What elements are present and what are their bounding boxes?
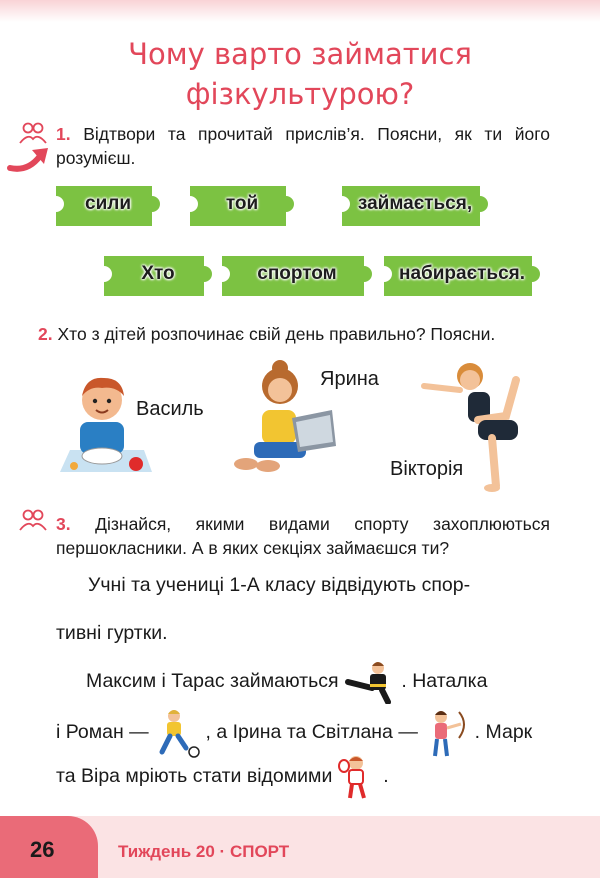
text-segment: . Марк bbox=[474, 721, 533, 744]
puzzle-word: набирається. bbox=[398, 263, 526, 284]
week-label: Тиждень 20 · СПОРТ bbox=[118, 842, 290, 861]
tennis-kid-icon bbox=[338, 754, 378, 800]
puzzle-piece-nabyraietsia[interactable] bbox=[384, 252, 540, 296]
top-band bbox=[0, 0, 600, 22]
puzzle-word: спортом bbox=[257, 263, 337, 284]
paragraph-line: Учні та учениці 1-А класу відвідують спор- bbox=[88, 574, 471, 596]
pair-work-icon bbox=[18, 508, 48, 532]
page-title bbox=[0, 34, 600, 114]
arrow-icon bbox=[6, 142, 52, 176]
kid-name-vasyl: Василь bbox=[136, 398, 204, 420]
text-segment: та Віра мріють стати відомими bbox=[56, 765, 333, 788]
page-title-line1: Чому варто займатися bbox=[128, 37, 472, 71]
puzzle-word: сили bbox=[85, 193, 131, 214]
paragraph-line bbox=[56, 708, 532, 758]
page-number: 26 bbox=[30, 837, 55, 862]
paragraph-line: тивні гуртки. bbox=[56, 622, 168, 644]
kid-name-yaryna: Ярина bbox=[320, 368, 379, 390]
task-3-text: Дізнайся, якими видами спорту захоплюються першокласники. А в яких секціях займаєшся ти? bbox=[56, 514, 550, 558]
puzzle-piece-toi[interactable] bbox=[190, 182, 294, 226]
puzzle-piece-sportom[interactable] bbox=[222, 252, 372, 296]
puzzle-piece-zaimaietsia[interactable] bbox=[342, 182, 488, 226]
puzzle-word: Хто bbox=[141, 263, 175, 284]
puzzle-piece-khto[interactable] bbox=[104, 252, 212, 296]
boy-breakfast-illustration bbox=[56, 372, 156, 480]
page-title-line2: фізкультурою? bbox=[185, 77, 415, 111]
task-1-number: 1. bbox=[56, 124, 71, 144]
kid-name-viktoria: Вікторія bbox=[390, 458, 464, 480]
archery-kid-icon bbox=[423, 708, 469, 758]
text-segment: , а Ірина та Світлана — bbox=[205, 721, 418, 744]
paragraph-line bbox=[86, 660, 487, 704]
puzzle-word: той bbox=[225, 193, 259, 214]
task-2-number: 2. bbox=[38, 324, 53, 344]
text-segment: Максим і Тарас займаються bbox=[86, 670, 339, 693]
puzzle-word: займається, bbox=[357, 193, 473, 214]
text-segment: . Наталка bbox=[401, 670, 488, 693]
karate-kid-icon bbox=[344, 660, 396, 704]
text-segment: . bbox=[383, 765, 389, 788]
soccer-kid-icon bbox=[154, 708, 200, 758]
task-3-number: 3. bbox=[56, 514, 71, 534]
puzzle-piece-syly[interactable] bbox=[56, 182, 160, 226]
task-2-instruction bbox=[38, 322, 554, 346]
task-1-instruction bbox=[56, 122, 550, 170]
text-segment: і Роман — bbox=[56, 721, 149, 744]
task-2-text: Хто з дітей розпочинає свій день правильно? Поясни. bbox=[57, 324, 496, 344]
task-1-text: Відтвори та прочитай прислів’я. Поясни, як ти його розумієш. bbox=[56, 124, 550, 168]
task-3-instruction bbox=[56, 512, 550, 560]
paragraph-line bbox=[56, 754, 389, 800]
